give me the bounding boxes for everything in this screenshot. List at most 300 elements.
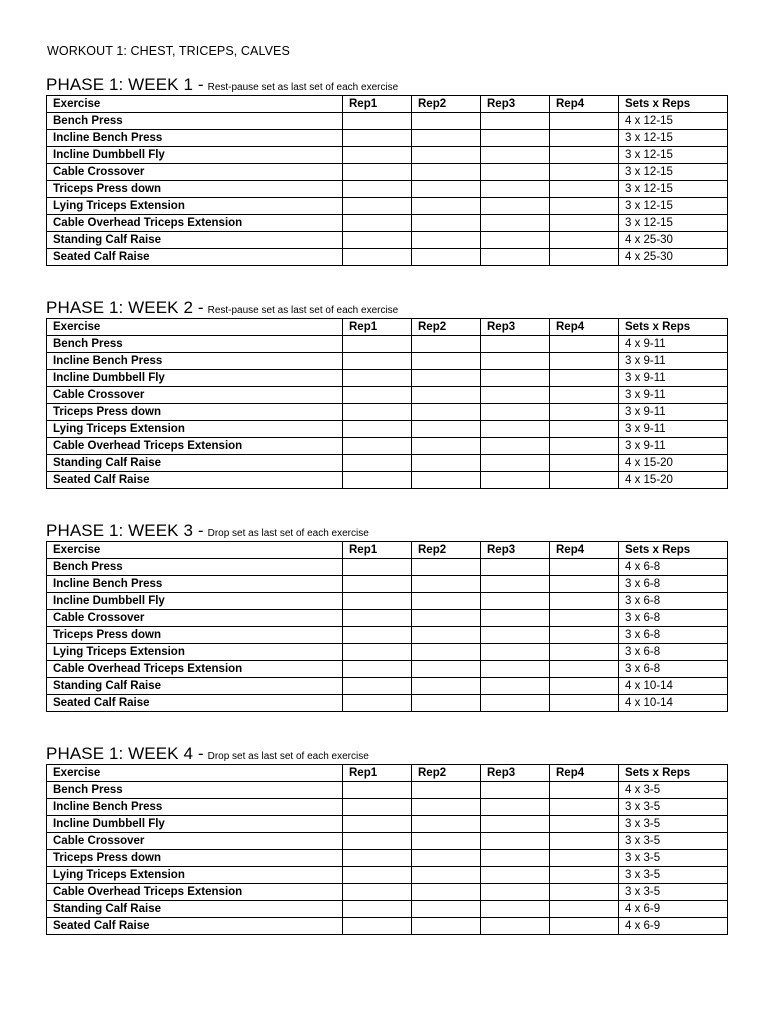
week-title: PHASE 1: WEEK 4 - — [46, 744, 204, 763]
exercise-name: Incline Dumbbell Fly — [47, 147, 343, 164]
rep2-cell — [412, 833, 481, 850]
rep2-cell — [412, 884, 481, 901]
sets-reps-cell: 3 x 6-8 — [619, 593, 728, 610]
table-row — [47, 644, 728, 661]
week-1-table — [46, 95, 728, 266]
rep3-cell — [481, 610, 550, 627]
rep4-cell — [550, 867, 619, 884]
rep2-cell — [412, 198, 481, 215]
column-header: Rep2 — [412, 319, 481, 336]
rep1-cell — [343, 678, 412, 695]
rep1-cell — [343, 370, 412, 387]
rep4-cell — [550, 387, 619, 404]
rep4-cell — [550, 113, 619, 130]
rep1-cell — [343, 353, 412, 370]
document-title: WORKOUT 1: CHEST, TRICEPS, CALVES — [47, 44, 290, 58]
rep3-cell — [481, 918, 550, 935]
table-row — [47, 593, 728, 610]
week-title: PHASE 1: WEEK 1 - — [46, 75, 204, 94]
exercise-name: Bench Press — [47, 336, 343, 353]
table-row — [47, 455, 728, 472]
sets-reps-cell: 4 x 9-11 — [619, 336, 728, 353]
rep2-cell — [412, 472, 481, 489]
sets-reps-cell: 3 x 12-15 — [619, 130, 728, 147]
rep2-cell — [412, 455, 481, 472]
rep4-cell — [550, 215, 619, 232]
rep4-cell — [550, 455, 619, 472]
exercise-name: Seated Calf Raise — [47, 472, 343, 489]
sets-reps-cell: 4 x 6-9 — [619, 901, 728, 918]
rep3-cell — [481, 678, 550, 695]
rep3-cell — [481, 249, 550, 266]
exercise-name: Cable Crossover — [47, 833, 343, 850]
rep2-cell — [412, 215, 481, 232]
exercise-name: Incline Bench Press — [47, 576, 343, 593]
rep1-cell — [343, 232, 412, 249]
exercise-name: Lying Triceps Extension — [47, 867, 343, 884]
rep2-cell — [412, 559, 481, 576]
rep3-cell — [481, 215, 550, 232]
rep4-cell — [550, 695, 619, 712]
table-row — [47, 370, 728, 387]
rep1-cell — [343, 661, 412, 678]
column-header: Rep3 — [481, 765, 550, 782]
table-row — [47, 336, 728, 353]
table-row — [47, 799, 728, 816]
rep3-cell — [481, 438, 550, 455]
exercise-name: Bench Press — [47, 113, 343, 130]
table-row — [47, 232, 728, 249]
table-row — [47, 901, 728, 918]
rep1-cell — [343, 387, 412, 404]
week-4-table — [46, 764, 728, 935]
rep1-cell — [343, 833, 412, 850]
rep3-cell — [481, 164, 550, 181]
sets-reps-cell: 4 x 15-20 — [619, 455, 728, 472]
week-heading — [46, 744, 727, 764]
rep2-cell — [412, 370, 481, 387]
column-header: Exercise — [47, 765, 343, 782]
rep2-cell — [412, 901, 481, 918]
table-row — [47, 867, 728, 884]
rep1-cell — [343, 198, 412, 215]
rep2-cell — [412, 816, 481, 833]
rep2-cell — [412, 353, 481, 370]
rep1-cell — [343, 867, 412, 884]
column-header: Exercise — [47, 542, 343, 559]
column-header: Rep4 — [550, 542, 619, 559]
rep4-cell — [550, 918, 619, 935]
rep3-cell — [481, 353, 550, 370]
rep1-cell — [343, 404, 412, 421]
rep2-cell — [412, 249, 481, 266]
rep3-cell — [481, 816, 550, 833]
week-heading — [46, 521, 727, 541]
rep3-cell — [481, 147, 550, 164]
exercise-name: Standing Calf Raise — [47, 678, 343, 695]
rep1-cell — [343, 884, 412, 901]
table-row — [47, 421, 728, 438]
rep4-cell — [550, 404, 619, 421]
rep2-cell — [412, 421, 481, 438]
rep2-cell — [412, 438, 481, 455]
table-row — [47, 472, 728, 489]
rep1-cell — [343, 215, 412, 232]
week-title: PHASE 1: WEEK 3 - — [46, 521, 204, 540]
table-row — [47, 816, 728, 833]
exercise-name: Cable Overhead Triceps Extension — [47, 438, 343, 455]
table-row — [47, 181, 728, 198]
table-row — [47, 147, 728, 164]
exercise-name: Standing Calf Raise — [47, 232, 343, 249]
rep2-cell — [412, 661, 481, 678]
sets-reps-cell: 3 x 12-15 — [619, 215, 728, 232]
exercise-name: Cable Crossover — [47, 610, 343, 627]
sets-reps-cell: 3 x 6-8 — [619, 610, 728, 627]
table-row — [47, 695, 728, 712]
week-4-section — [46, 744, 727, 935]
table-row — [47, 884, 728, 901]
rep2-cell — [412, 404, 481, 421]
rep4-cell — [550, 850, 619, 867]
exercise-name: Seated Calf Raise — [47, 249, 343, 266]
sets-reps-cell: 3 x 3-5 — [619, 884, 728, 901]
table-row — [47, 215, 728, 232]
rep4-cell — [550, 336, 619, 353]
rep3-cell — [481, 782, 550, 799]
rep1-cell — [343, 695, 412, 712]
exercise-name: Incline Dumbbell Fly — [47, 816, 343, 833]
rep1-cell — [343, 472, 412, 489]
rep2-cell — [412, 232, 481, 249]
rep4-cell — [550, 353, 619, 370]
rep2-cell — [412, 593, 481, 610]
exercise-name: Incline Bench Press — [47, 799, 343, 816]
rep1-cell — [343, 610, 412, 627]
column-header: Rep1 — [343, 765, 412, 782]
rep1-cell — [343, 782, 412, 799]
rep3-cell — [481, 559, 550, 576]
rep1-cell — [343, 421, 412, 438]
rep3-cell — [481, 387, 550, 404]
exercise-name: Seated Calf Raise — [47, 918, 343, 935]
rep4-cell — [550, 678, 619, 695]
sets-reps-cell: 3 x 3-5 — [619, 867, 728, 884]
week-3-section — [46, 521, 727, 712]
rep2-cell — [412, 181, 481, 198]
sets-reps-cell: 4 x 10-14 — [619, 678, 728, 695]
exercise-name: Triceps Press down — [47, 627, 343, 644]
rep1-cell — [343, 559, 412, 576]
column-header: Rep1 — [343, 96, 412, 113]
week-note: Rest-pause set as last set of each exercise — [207, 305, 399, 316]
exercise-name: Bench Press — [47, 782, 343, 799]
rep1-cell — [343, 438, 412, 455]
rep2-cell — [412, 850, 481, 867]
column-header: Exercise — [47, 96, 343, 113]
table-row — [47, 782, 728, 799]
rep2-cell — [412, 627, 481, 644]
rep1-cell — [343, 644, 412, 661]
column-header: Sets x Reps — [619, 319, 728, 336]
rep4-cell — [550, 799, 619, 816]
column-header: Rep1 — [343, 542, 412, 559]
column-header: Rep3 — [481, 542, 550, 559]
column-header: Sets x Reps — [619, 765, 728, 782]
sets-reps-cell: 3 x 6-8 — [619, 627, 728, 644]
rep1-cell — [343, 816, 412, 833]
exercise-name: Standing Calf Raise — [47, 901, 343, 918]
rep1-cell — [343, 181, 412, 198]
column-header: Exercise — [47, 319, 343, 336]
rep2-cell — [412, 576, 481, 593]
rep2-cell — [412, 336, 481, 353]
column-header: Rep3 — [481, 96, 550, 113]
rep4-cell — [550, 782, 619, 799]
rep4-cell — [550, 627, 619, 644]
rep3-cell — [481, 799, 550, 816]
rep2-cell — [412, 147, 481, 164]
table-row — [47, 918, 728, 935]
rep3-cell — [481, 867, 550, 884]
rep1-cell — [343, 113, 412, 130]
sets-reps-cell: 3 x 6-8 — [619, 576, 728, 593]
rep4-cell — [550, 232, 619, 249]
rep2-cell — [412, 782, 481, 799]
table-row — [47, 850, 728, 867]
rep4-cell — [550, 593, 619, 610]
table-row — [47, 559, 728, 576]
table-row — [47, 353, 728, 370]
rep2-cell — [412, 113, 481, 130]
rep2-cell — [412, 799, 481, 816]
week-3-table — [46, 541, 728, 712]
exercise-name: Bench Press — [47, 559, 343, 576]
rep4-cell — [550, 421, 619, 438]
column-header: Rep4 — [550, 319, 619, 336]
table-row — [47, 164, 728, 181]
rep3-cell — [481, 901, 550, 918]
rep1-cell — [343, 249, 412, 266]
column-header: Rep2 — [412, 542, 481, 559]
sets-reps-cell: 3 x 6-8 — [619, 644, 728, 661]
rep3-cell — [481, 404, 550, 421]
rep1-cell — [343, 130, 412, 147]
rep4-cell — [550, 884, 619, 901]
rep4-cell — [550, 661, 619, 678]
sets-reps-cell: 3 x 9-11 — [619, 421, 728, 438]
rep1-cell — [343, 593, 412, 610]
rep1-cell — [343, 918, 412, 935]
rep3-cell — [481, 884, 550, 901]
sets-reps-cell: 4 x 6-8 — [619, 559, 728, 576]
rep3-cell — [481, 644, 550, 661]
rep1-cell — [343, 799, 412, 816]
rep4-cell — [550, 901, 619, 918]
rep1-cell — [343, 576, 412, 593]
week-2-table — [46, 318, 728, 489]
exercise-name: Incline Dumbbell Fly — [47, 370, 343, 387]
rep4-cell — [550, 370, 619, 387]
week-heading — [46, 75, 727, 95]
table-row — [47, 387, 728, 404]
table-header-row — [47, 542, 728, 559]
sets-reps-cell: 3 x 12-15 — [619, 181, 728, 198]
table-row — [47, 198, 728, 215]
rep4-cell — [550, 198, 619, 215]
rep3-cell — [481, 695, 550, 712]
rep2-cell — [412, 387, 481, 404]
rep3-cell — [481, 661, 550, 678]
sets-reps-cell: 3 x 9-11 — [619, 370, 728, 387]
table-row — [47, 113, 728, 130]
exercise-name: Cable Overhead Triceps Extension — [47, 215, 343, 232]
exercise-name: Cable Overhead Triceps Extension — [47, 661, 343, 678]
table-row — [47, 249, 728, 266]
rep4-cell — [550, 576, 619, 593]
rep4-cell — [550, 833, 619, 850]
rep3-cell — [481, 370, 550, 387]
sets-reps-cell: 3 x 9-11 — [619, 387, 728, 404]
table-row — [47, 678, 728, 695]
column-header: Rep2 — [412, 765, 481, 782]
rep2-cell — [412, 610, 481, 627]
exercise-name: Cable Crossover — [47, 387, 343, 404]
exercise-name: Triceps Press down — [47, 181, 343, 198]
table-row — [47, 404, 728, 421]
rep4-cell — [550, 130, 619, 147]
sets-reps-cell: 4 x 3-5 — [619, 782, 728, 799]
exercise-name: Lying Triceps Extension — [47, 198, 343, 215]
rep4-cell — [550, 559, 619, 576]
table-row — [47, 661, 728, 678]
rep3-cell — [481, 833, 550, 850]
table-row — [47, 438, 728, 455]
sets-reps-cell: 4 x 25-30 — [619, 249, 728, 266]
week-note: Rest-pause set as last set of each exercise — [207, 82, 399, 93]
column-header: Sets x Reps — [619, 542, 728, 559]
table-row — [47, 627, 728, 644]
column-header: Rep4 — [550, 96, 619, 113]
rep2-cell — [412, 644, 481, 661]
rep3-cell — [481, 336, 550, 353]
sets-reps-cell: 4 x 6-9 — [619, 918, 728, 935]
exercise-name: Cable Crossover — [47, 164, 343, 181]
column-header: Rep2 — [412, 96, 481, 113]
rep4-cell — [550, 181, 619, 198]
sets-reps-cell: 3 x 12-15 — [619, 147, 728, 164]
rep3-cell — [481, 472, 550, 489]
column-header: Sets x Reps — [619, 96, 728, 113]
exercise-name: Incline Dumbbell Fly — [47, 593, 343, 610]
table-header-row — [47, 319, 728, 336]
week-note: Drop set as last set of each exercise — [207, 528, 369, 539]
sets-reps-cell: 3 x 12-15 — [619, 164, 728, 181]
rep3-cell — [481, 627, 550, 644]
sets-reps-cell: 3 x 3-5 — [619, 850, 728, 867]
rep1-cell — [343, 455, 412, 472]
sets-reps-cell: 4 x 15-20 — [619, 472, 728, 489]
rep2-cell — [412, 678, 481, 695]
rep3-cell — [481, 455, 550, 472]
rep3-cell — [481, 593, 550, 610]
week-heading — [46, 298, 727, 318]
rep1-cell — [343, 627, 412, 644]
exercise-name: Triceps Press down — [47, 850, 343, 867]
rep3-cell — [481, 232, 550, 249]
rep4-cell — [550, 610, 619, 627]
rep4-cell — [550, 472, 619, 489]
table-row — [47, 833, 728, 850]
rep1-cell — [343, 901, 412, 918]
rep4-cell — [550, 249, 619, 266]
rep2-cell — [412, 164, 481, 181]
rep4-cell — [550, 147, 619, 164]
rep2-cell — [412, 918, 481, 935]
sets-reps-cell: 3 x 9-11 — [619, 404, 728, 421]
rep2-cell — [412, 867, 481, 884]
column-header: Rep1 — [343, 319, 412, 336]
sets-reps-cell: 4 x 10-14 — [619, 695, 728, 712]
sets-reps-cell: 3 x 9-11 — [619, 353, 728, 370]
column-header: Rep3 — [481, 319, 550, 336]
rep3-cell — [481, 113, 550, 130]
sets-reps-cell: 4 x 25-30 — [619, 232, 728, 249]
rep3-cell — [481, 850, 550, 867]
rep2-cell — [412, 130, 481, 147]
rep2-cell — [412, 695, 481, 712]
table-row — [47, 610, 728, 627]
week-2-section — [46, 298, 727, 489]
table-row — [47, 130, 728, 147]
exercise-name: Standing Calf Raise — [47, 455, 343, 472]
rep3-cell — [481, 421, 550, 438]
sets-reps-cell: 3 x 9-11 — [619, 438, 728, 455]
exercise-name: Cable Overhead Triceps Extension — [47, 884, 343, 901]
sets-reps-cell: 3 x 6-8 — [619, 661, 728, 678]
rep1-cell — [343, 164, 412, 181]
week-1-section — [46, 75, 727, 266]
rep3-cell — [481, 198, 550, 215]
exercise-name: Triceps Press down — [47, 404, 343, 421]
week-note: Drop set as last set of each exercise — [207, 751, 369, 762]
column-header: Rep4 — [550, 765, 619, 782]
sets-reps-cell: 3 x 3-5 — [619, 816, 728, 833]
table-header-row — [47, 96, 728, 113]
exercise-name: Lying Triceps Extension — [47, 644, 343, 661]
sets-reps-cell: 4 x 12-15 — [619, 113, 728, 130]
exercise-name: Incline Bench Press — [47, 353, 343, 370]
exercise-name: Incline Bench Press — [47, 130, 343, 147]
sets-reps-cell: 3 x 12-15 — [619, 198, 728, 215]
rep4-cell — [550, 816, 619, 833]
rep1-cell — [343, 850, 412, 867]
rep3-cell — [481, 181, 550, 198]
rep3-cell — [481, 576, 550, 593]
rep1-cell — [343, 336, 412, 353]
rep4-cell — [550, 644, 619, 661]
sets-reps-cell: 3 x 3-5 — [619, 799, 728, 816]
exercise-name: Seated Calf Raise — [47, 695, 343, 712]
rep4-cell — [550, 438, 619, 455]
rep1-cell — [343, 147, 412, 164]
table-row — [47, 576, 728, 593]
table-header-row — [47, 765, 728, 782]
rep4-cell — [550, 164, 619, 181]
rep3-cell — [481, 130, 550, 147]
week-title: PHASE 1: WEEK 2 - — [46, 298, 204, 317]
exercise-name: Lying Triceps Extension — [47, 421, 343, 438]
